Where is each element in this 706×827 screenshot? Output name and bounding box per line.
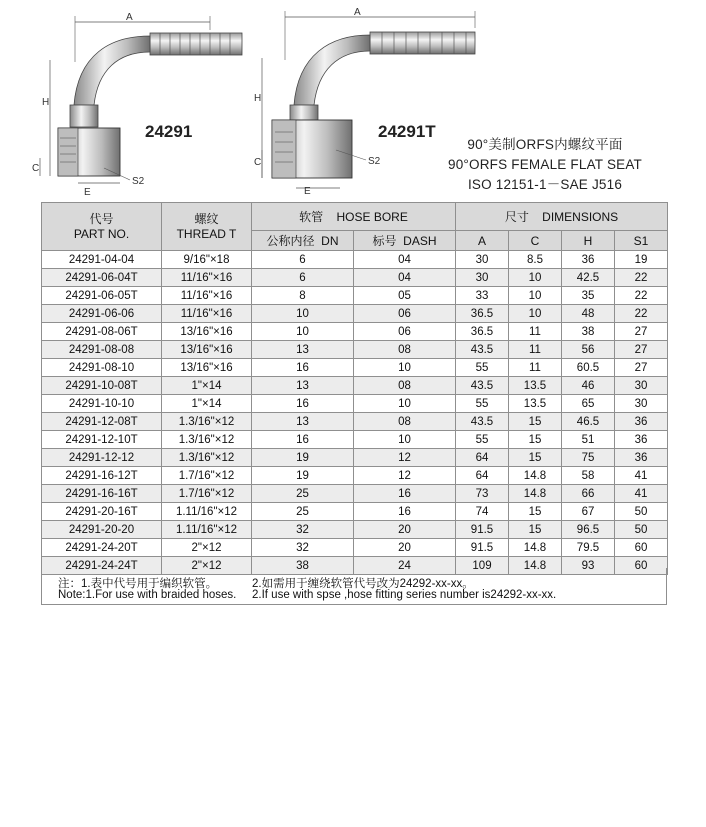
cell-dash: 10 — [354, 395, 456, 413]
cell-s1: 36 — [615, 431, 668, 449]
cell-dn: 13 — [252, 413, 354, 431]
cell-part-no: 24291-06-04T — [42, 269, 162, 287]
cell-dash: 24 — [354, 557, 456, 575]
cell-h: 67 — [562, 503, 615, 521]
table-row — [42, 485, 668, 503]
cell-dash: 04 — [354, 251, 456, 269]
cell-part-no: 24291-10-10 — [42, 395, 162, 413]
cell-dash: 16 — [354, 485, 456, 503]
cell-part-no: 24291-08-08 — [42, 341, 162, 359]
cell-c: 13.5 — [509, 395, 562, 413]
cell-c: 15 — [509, 431, 562, 449]
cell-part-no: 24291-10-08T — [42, 377, 162, 395]
cell-thread: 13/16"×16 — [162, 341, 252, 359]
cell-thread: 9/16"×18 — [162, 251, 252, 269]
cell-h: 66 — [562, 485, 615, 503]
cell-part-no: 24291-24-20T — [42, 539, 162, 557]
table-row — [42, 539, 668, 557]
spec-table — [41, 202, 668, 575]
cell-thread: 1.3/16"×12 — [162, 431, 252, 449]
table-row — [42, 377, 668, 395]
cell-h: 60.5 — [562, 359, 615, 377]
cell-h: 38 — [562, 323, 615, 341]
header-thread — [162, 203, 252, 251]
cell-thread: 13/16"×16 — [162, 323, 252, 341]
cell-a: 109 — [456, 557, 509, 575]
cell-dn: 19 — [252, 467, 354, 485]
dim-a-label: A — [126, 12, 133, 23]
cell-c: 11 — [509, 323, 562, 341]
cell-c: 15 — [509, 521, 562, 539]
cell-thread: 1.3/16"×12 — [162, 413, 252, 431]
cell-dn: 13 — [252, 341, 354, 359]
cell-dash: 20 — [354, 521, 456, 539]
table-row — [42, 269, 668, 287]
cell-s1: 22 — [615, 287, 668, 305]
cell-c: 10 — [509, 305, 562, 323]
cell-a: 43.5 — [456, 341, 509, 359]
cell-thread: 1.7/16"×12 — [162, 467, 252, 485]
fitting-drawing-24291 — [32, 12, 242, 198]
cell-dn: 32 — [252, 539, 354, 557]
table-row — [42, 503, 668, 521]
table-row — [42, 251, 668, 269]
notes-box — [41, 568, 667, 605]
cell-a: 30 — [456, 251, 509, 269]
cell-thread: 1"×14 — [162, 377, 252, 395]
cell-dash: 20 — [354, 539, 456, 557]
cell-part-no: 24291-08-10 — [42, 359, 162, 377]
cell-c: 14.8 — [509, 557, 562, 575]
cell-s1: 30 — [615, 377, 668, 395]
cell-h: 93 — [562, 557, 615, 575]
cell-dn: 6 — [252, 251, 354, 269]
cell-s1: 22 — [615, 269, 668, 287]
cell-part-no: 24291-20-20 — [42, 521, 162, 539]
cell-c: 8.5 — [509, 251, 562, 269]
cell-h: 79.5 — [562, 539, 615, 557]
header-s1: S1 — [615, 231, 668, 251]
header-dn: 公称内径 DN — [252, 231, 354, 251]
cell-s1: 41 — [615, 467, 668, 485]
cell-thread: 1.7/16"×12 — [162, 485, 252, 503]
cell-dn: 19 — [252, 449, 354, 467]
table-row — [42, 449, 668, 467]
cell-s1: 30 — [615, 395, 668, 413]
cell-s1: 50 — [615, 521, 668, 539]
cell-a: 91.5 — [456, 539, 509, 557]
cell-h: 65 — [562, 395, 615, 413]
table-row — [42, 341, 668, 359]
table-row — [42, 305, 668, 323]
cell-a: 55 — [456, 395, 509, 413]
table-row — [42, 287, 668, 305]
table-row — [42, 359, 668, 377]
dim-s2-label-t: S2 — [368, 156, 381, 167]
cell-dn: 25 — [252, 503, 354, 521]
cell-thread: 13/16"×16 — [162, 359, 252, 377]
cell-thread: 11/16"×16 — [162, 269, 252, 287]
cell-h: 48 — [562, 305, 615, 323]
cell-s1: 60 — [615, 539, 668, 557]
cell-dash: 08 — [354, 413, 456, 431]
cell-h: 56 — [562, 341, 615, 359]
cell-dash: 10 — [354, 431, 456, 449]
cell-dn: 8 — [252, 287, 354, 305]
cell-s1: 27 — [615, 323, 668, 341]
cell-h: 51 — [562, 431, 615, 449]
cell-c: 13.5 — [509, 377, 562, 395]
cell-thread: 1"×14 — [162, 395, 252, 413]
cell-thread: 2"×12 — [162, 539, 252, 557]
cell-a: 64 — [456, 449, 509, 467]
header-thread-en: THREAD T — [176, 226, 237, 241]
cell-dn: 16 — [252, 359, 354, 377]
note-cn-1: 注：1.表中代号用于编织软管。 — [58, 578, 218, 590]
header-dash: 标号 DASH — [354, 231, 456, 251]
cell-c: 15 — [509, 503, 562, 521]
cell-part-no: 24291-20-16T — [42, 503, 162, 521]
cell-part-no: 24291-04-04 — [42, 251, 162, 269]
cell-h: 75 — [562, 449, 615, 467]
header-dimensions: 尺寸 DIMENSIONS — [456, 203, 668, 231]
cell-c: 14.8 — [509, 467, 562, 485]
title-en: 90°ORFS FEMALE FLAT SEAT — [448, 157, 642, 172]
cell-part-no: 24291-12-10T — [42, 431, 162, 449]
cell-thread: 1.11/16"×12 — [162, 503, 252, 521]
cell-dash: 08 — [354, 377, 456, 395]
cell-a: 43.5 — [456, 377, 509, 395]
cell-dn: 16 — [252, 431, 354, 449]
table-row — [42, 467, 668, 485]
cell-a: 43.5 — [456, 413, 509, 431]
cell-a: 74 — [456, 503, 509, 521]
cell-dash: 12 — [354, 467, 456, 485]
cell-dn: 25 — [252, 485, 354, 503]
cell-h: 36 — [562, 251, 615, 269]
cell-a: 91.5 — [456, 521, 509, 539]
cell-c: 11 — [509, 341, 562, 359]
cell-part-no: 24291-16-12T — [42, 467, 162, 485]
title-standard: ISO 12151-1－SAE J516 — [467, 177, 623, 192]
spec-table-body — [42, 251, 668, 575]
cell-dash: 04 — [354, 269, 456, 287]
header-part-en: PART NO. — [73, 226, 130, 241]
cell-h: 35 — [562, 287, 615, 305]
model-number-24291: 24291 — [145, 122, 193, 141]
cell-s1: 19 — [615, 251, 668, 269]
dim-e-label-t: E — [304, 186, 311, 197]
cell-s1: 22 — [615, 305, 668, 323]
cell-part-no: 24291-16-16T — [42, 485, 162, 503]
dim-h-label: H — [42, 97, 50, 108]
table-row — [42, 323, 668, 341]
cell-part-no: 24291-08-06T — [42, 323, 162, 341]
cell-dn: 10 — [252, 323, 354, 341]
cell-h: 96.5 — [562, 521, 615, 539]
header-c: C — [509, 231, 562, 251]
cell-dash: 06 — [354, 305, 456, 323]
cell-thread: 2"×12 — [162, 557, 252, 575]
cell-a: 36.5 — [456, 305, 509, 323]
table-row — [42, 395, 668, 413]
header-thread-cn: 螺纹 — [194, 211, 219, 226]
cell-h: 58 — [562, 467, 615, 485]
header-h: H — [562, 231, 615, 251]
cell-thread: 1.11/16"×12 — [162, 521, 252, 539]
cell-s1: 27 — [615, 359, 668, 377]
cell-c: 10 — [509, 287, 562, 305]
dim-c-label: C — [32, 163, 40, 174]
cell-s1: 27 — [615, 341, 668, 359]
cell-dash: 10 — [354, 359, 456, 377]
table-row — [42, 431, 668, 449]
header-hose-bore: 软管 HOSE BORE — [252, 203, 456, 231]
cell-dn: 32 — [252, 521, 354, 539]
header-a: A — [456, 231, 509, 251]
cell-part-no: 24291-12-08T — [42, 413, 162, 431]
cell-s1: 50 — [615, 503, 668, 521]
cell-thread: 11/16"×16 — [162, 287, 252, 305]
table-row — [42, 521, 668, 539]
cell-part-no: 24291-24-24T — [42, 557, 162, 575]
cell-dn: 38 — [252, 557, 354, 575]
cell-dn: 6 — [252, 269, 354, 287]
cell-c: 14.8 — [509, 539, 562, 557]
cell-a: 64 — [456, 467, 509, 485]
model-number-24291T: 24291T — [378, 122, 436, 141]
header-part-cn: 代号 — [89, 211, 114, 226]
dim-a-label-t: A — [354, 7, 361, 18]
cell-c: 10 — [509, 269, 562, 287]
cell-c: 15 — [509, 449, 562, 467]
cell-a: 73 — [456, 485, 509, 503]
cell-h: 46.5 — [562, 413, 615, 431]
dim-e-label: E — [84, 187, 91, 198]
cell-dn: 16 — [252, 395, 354, 413]
cell-dash: 06 — [354, 323, 456, 341]
cell-s1: 36 — [615, 449, 668, 467]
table-row — [42, 413, 668, 431]
cell-thread: 11/16"×16 — [162, 305, 252, 323]
cell-h: 46 — [562, 377, 615, 395]
cell-a: 33 — [456, 287, 509, 305]
product-title — [440, 135, 650, 195]
cell-dash: 16 — [354, 503, 456, 521]
cell-s1: 41 — [615, 485, 668, 503]
dim-s2-label: S2 — [132, 176, 145, 187]
cell-a: 36.5 — [456, 323, 509, 341]
cell-a: 30 — [456, 269, 509, 287]
cell-dash: 05 — [354, 287, 456, 305]
cell-dn: 13 — [252, 377, 354, 395]
cell-part-no: 24291-12-12 — [42, 449, 162, 467]
cell-s1: 60 — [615, 557, 668, 575]
cell-s1: 36 — [615, 413, 668, 431]
cell-part-no: 24291-06-05T — [42, 287, 162, 305]
note-en-1: Note:1.For use with braided hoses. — [58, 589, 237, 601]
header-part-no — [42, 203, 162, 251]
cell-a: 55 — [456, 359, 509, 377]
note-en-2: 2.If use with spse ,hose fitting series number is24292-xx-xx. — [252, 589, 557, 601]
cell-thread: 1.3/16"×12 — [162, 449, 252, 467]
cell-dash: 12 — [354, 449, 456, 467]
cell-part-no: 24291-06-06 — [42, 305, 162, 323]
note-cn-2: 2.如需用于缠绕软管代号改为24292-xx-xx。 — [252, 578, 474, 590]
cell-dn: 10 — [252, 305, 354, 323]
cell-c: 11 — [509, 359, 562, 377]
cell-c: 15 — [509, 413, 562, 431]
title-cn: 90°美制ORFS内螺纹平面 — [467, 137, 623, 152]
cell-c: 14.8 — [509, 485, 562, 503]
dim-c-label-t: C — [254, 157, 262, 168]
dim-h-label-t: H — [254, 93, 262, 104]
cell-a: 55 — [456, 431, 509, 449]
cell-h: 42.5 — [562, 269, 615, 287]
cell-dash: 08 — [354, 341, 456, 359]
